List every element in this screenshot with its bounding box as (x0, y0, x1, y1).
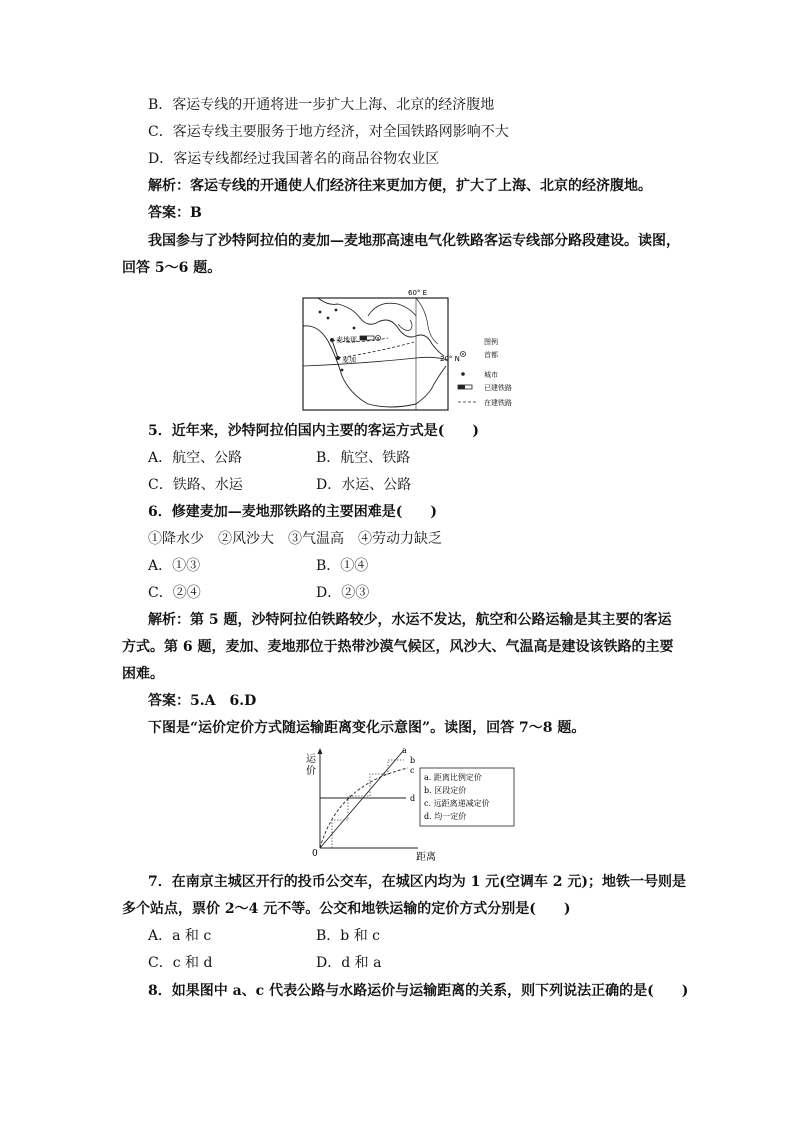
pricing-chart (298, 744, 520, 864)
q7-option-c: C．c 和 d (148, 955, 213, 971)
q5-option-b: B．航空、铁路 (316, 450, 411, 466)
lon-label: 60° E (408, 289, 428, 297)
chart-ylabel-1: 运 (306, 754, 316, 765)
city-mecca: 麦加 (342, 356, 356, 364)
legend-building: 在建铁路 (484, 399, 512, 407)
label-a: a (402, 746, 407, 755)
q6-option-d: D．②③ (316, 585, 370, 601)
q7-line2: 多个站点，票价 2～4 元不等。公交和地铁运输的定价方式分别是( ) (122, 901, 571, 917)
q4-option-d: D．客运专线都经过我国著名的商品谷物农业区 (148, 151, 440, 167)
q7-option-d: D．d 和 a (316, 955, 382, 971)
q7-option-b: B．b 和 c (316, 928, 380, 944)
legend-a: a. 距离比例定价 (424, 773, 482, 782)
legend-c: c. 远距离递减定价 (424, 799, 490, 808)
q7-line1: 7．在南京主城区开行的投币公交车，在城区内均为 1 元(空调车 2 元)；地铁一号则是 (148, 874, 686, 890)
analysis-5-6-line1: 解析：第 5 题，沙特阿拉伯铁路较少，水运不发达，航空和公路运输是其主要的客运 (148, 612, 672, 628)
legend-d: d. 均一定价 (424, 812, 467, 821)
q4-option-c: C．客运专线主要服务于地方经济，对全国铁路网影响不大 (148, 124, 509, 140)
chart-origin: 0 (312, 849, 318, 859)
intro-5-6-line1: 我国参与了沙特阿拉伯的麦加—麦地那高速电气化铁路客运专线部分路段建设。读图， (148, 233, 680, 249)
analysis-5-6-line3: 困难。 (122, 666, 164, 682)
q7-option-a: A．a 和 c (148, 928, 212, 944)
q6-option-c: C．②④ (148, 585, 201, 601)
legend-city: 城市 (484, 371, 498, 379)
q5-option-a: A．航空、公路 (148, 450, 243, 466)
line-a (320, 750, 404, 848)
lat-label: 20° N (440, 355, 460, 363)
line-b (332, 760, 404, 848)
q5-stem: 5．近年来，沙特阿拉伯国内主要的客运方式是( ) (148, 423, 479, 439)
q4-answer: 答案：B (148, 205, 202, 221)
q5-option-c: C．铁路、水运 (148, 477, 243, 493)
q4-option-b: B．客运专线的开通将进一步扩大上海、北京的经济腹地 (148, 97, 495, 113)
q6-items: ①降水少 ②风沙大 ③气温高 ④劳动力缺乏 (148, 531, 442, 547)
label-d: d (410, 794, 416, 803)
legend-built: 已建铁路 (484, 384, 512, 392)
intro-5-6-line2: 回答 5～6 题。 (122, 260, 222, 276)
q4-analysis: 解析：客运专线的开通使人们经济往来更加方便，扩大了上海、北京的经济腹地。 (148, 178, 652, 194)
chart-xlabel: 距离 (416, 852, 436, 863)
analysis-5-6-line2: 方式。第 6 题，麦加、麦地那位于热带沙漠气候区，风沙大、气温高是建设该铁路的主要 (122, 639, 674, 655)
legend-b: b. 区段定价 (424, 786, 467, 795)
q6-stem: 6．修建麦加—麦地那铁路的主要困难是( ) (148, 504, 437, 520)
q8-stem: 8．如果图中 a、c 代表公路与水路运价与运输距离的关系，则下列说法正确的是( ) (148, 983, 689, 999)
city-medina: 麦地那 (336, 336, 357, 344)
q5-option-d: D．水运、公路 (316, 477, 412, 493)
arabia-map (298, 286, 538, 412)
q6-option-a: A．①③ (148, 558, 201, 574)
answer-5-6: 答案：5.A 6.D (148, 693, 257, 709)
line-c (320, 768, 408, 848)
intro-7-8: 下图是“运价定价方式随运输距离变化示意图”。读图，回答 7～8 题。 (148, 720, 586, 736)
label-b: b (410, 756, 416, 765)
legend-title: 图例 (484, 338, 498, 346)
chart-ylabel-2: 价 (306, 766, 316, 777)
q6-option-b: B．①④ (316, 558, 369, 574)
label-c: c (410, 766, 415, 775)
legend-capital: 首都 (484, 351, 498, 359)
